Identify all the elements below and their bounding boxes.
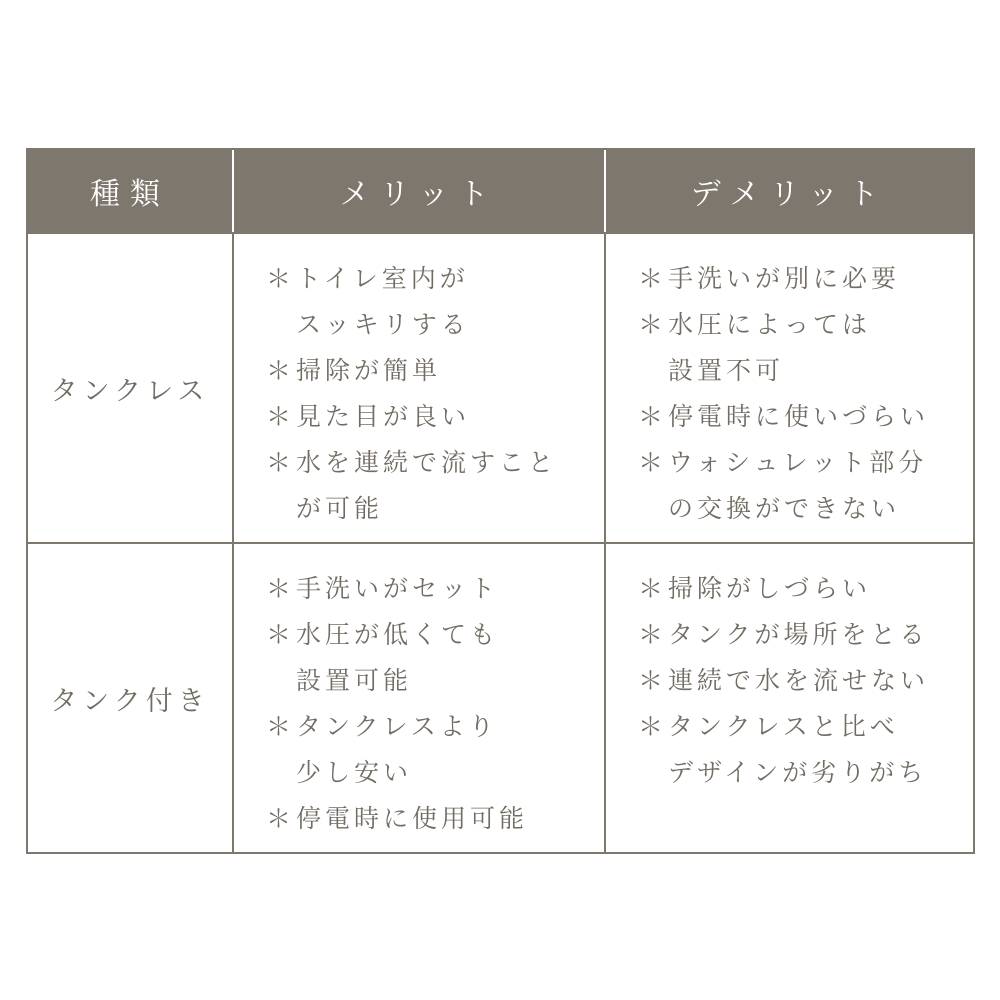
bullet-mark: ＊ (266, 620, 292, 649)
row-demerits-tankless (604, 232, 973, 542)
list-item-text: タンクレスより (296, 712, 498, 741)
list-item-text: 設置可能 (296, 666, 413, 695)
bullet-mark: ＊ (638, 620, 664, 649)
row-merits-tankless (232, 232, 604, 542)
list-item-text: 水圧によっては (668, 310, 872, 339)
bullet-mark: ＊ (266, 448, 292, 477)
list-item (266, 440, 557, 532)
bullet-mark: ＊ (638, 574, 664, 603)
list-item-text: 手洗いが別に必要 (668, 264, 901, 293)
list-item (638, 302, 929, 394)
bullet-mark: ＊ (266, 804, 292, 833)
list-item (638, 394, 929, 440)
list-item (638, 566, 929, 612)
bullet-mark: ＊ (638, 448, 664, 477)
bullet-mark: ＊ (266, 356, 292, 385)
list-item-text: 見た目が良い (296, 402, 471, 431)
bullet-mark: ＊ (266, 574, 292, 603)
list-item (638, 440, 929, 532)
list-item-text: 水圧が低くても (296, 620, 500, 649)
bullet-mark: ＊ (266, 264, 292, 293)
list-item-text: 連続で水を流せない (668, 666, 930, 695)
list-item-text: トイレ室内が (296, 264, 469, 293)
list-item-text: タンクが場所をとる (668, 620, 929, 649)
bullet-mark: ＊ (638, 402, 664, 431)
list-item (638, 256, 929, 302)
bullet-mark: ＊ (638, 264, 664, 293)
list-item-text: が可能 (296, 494, 384, 523)
bullet-mark: ＊ (266, 402, 292, 431)
header-demerit: デメリット (604, 150, 973, 232)
row-demerits-with-tank (604, 542, 973, 852)
list-item-text: 少し安い (296, 758, 413, 787)
list-item (266, 796, 528, 842)
bullet-mark: ＊ (266, 712, 292, 741)
row-type-tankless: タンクレス (28, 232, 232, 542)
demerit-list (638, 544, 929, 796)
list-item (638, 658, 929, 704)
list-item-text: 水を連続で流すこと (296, 448, 558, 477)
row-merits-with-tank (232, 542, 604, 852)
list-item (638, 612, 929, 658)
merit-list (266, 234, 557, 532)
comparison-table (26, 148, 975, 854)
header-type: 種類 (28, 150, 232, 232)
list-item-text: デザインが劣りがち (668, 758, 928, 787)
list-item-text: タンクレスと比べ (668, 712, 899, 741)
list-item-text: 掃除がしづらい (668, 574, 872, 603)
demerit-list (638, 234, 929, 532)
merit-list (266, 544, 528, 842)
list-item (266, 394, 557, 440)
list-item (266, 704, 528, 796)
list-item-text: ウォシュレット部分 (668, 448, 928, 477)
list-item (266, 566, 528, 612)
bullet-mark: ＊ (638, 310, 664, 339)
list-item (266, 256, 557, 348)
list-item-text: スッキリする (296, 310, 470, 339)
list-item-text: 停電時に使いづらい (668, 402, 930, 431)
header-merit: メリット (232, 150, 604, 232)
list-item-text: の交換ができない (668, 494, 901, 523)
list-item-text: 掃除が簡単 (296, 356, 442, 385)
list-item-text: 停電時に使用可能 (296, 804, 529, 833)
list-item (638, 704, 929, 796)
list-item (266, 612, 528, 704)
list-item-text: 手洗いがセット (296, 574, 500, 603)
list-item-text: 設置不可 (668, 356, 785, 385)
row-type-with-tank: タンク付き (28, 542, 232, 852)
list-item (266, 348, 557, 394)
bullet-mark: ＊ (638, 666, 664, 695)
bullet-mark: ＊ (638, 712, 664, 741)
